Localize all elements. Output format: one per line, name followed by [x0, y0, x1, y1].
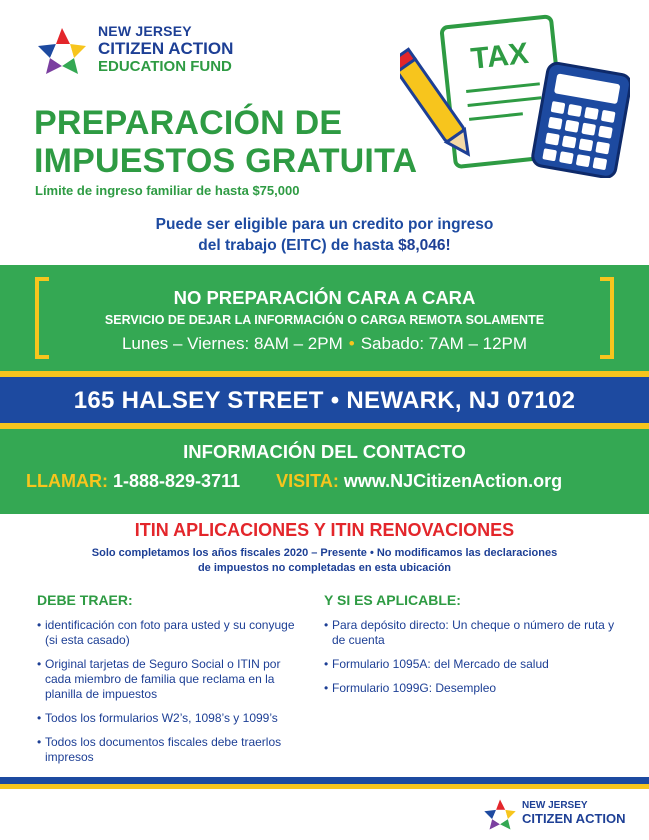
footer-yellow-stripe	[0, 784, 649, 789]
list-item: • Formulario 1099G: Desempleo	[324, 681, 624, 696]
service-hours	[0, 334, 649, 354]
income-label: Límite de ingreso familiar de hasta	[35, 183, 253, 198]
itin-note-line1: Solo completamos los años fiscales 2020 – Presente • No modificamos las declaraciones	[91, 547, 558, 559]
address-band	[0, 377, 649, 423]
service-subheading: SERVICIO DE DEJAR LA INFORMACIÓN O CARGA REMOTA SOLAMENTE	[104, 313, 545, 327]
footer-org-name	[522, 801, 626, 825]
contact-band	[0, 429, 649, 514]
weekday-hours: Lunes – Viernes: 8AM – 2PM	[121, 334, 343, 353]
service-band	[0, 265, 649, 371]
footer-line2: CITIZEN ACTION	[522, 811, 626, 826]
itin-note	[0, 546, 649, 576]
list-item: • Todos los documentos fiscales debe traerlos impresos	[37, 735, 307, 765]
service-heading: NO PREPARACIÓN CARA A CARA	[173, 287, 476, 308]
call-label: LLAMAR:	[26, 471, 108, 491]
title-line1: PREPARACIÓN DE	[34, 104, 343, 142]
website-link[interactable]: www.NJCitizenAction.org	[343, 471, 563, 491]
org-line1: NEW JERSEY	[98, 23, 192, 39]
org-line2: CITIZEN ACTION	[98, 39, 234, 58]
saturday-hours: Sabado: 7AM – 12PM	[360, 334, 528, 353]
applicable-heading: Y SI ES APLICABLE:	[324, 592, 461, 608]
bring-list	[37, 592, 307, 774]
header	[0, 0, 649, 265]
title-line2: IMPUESTOS GRATUITA	[34, 142, 418, 180]
org-name	[98, 24, 233, 74]
eitc-line2: del trabajo (EITC) de hasta	[198, 237, 399, 254]
visit-label: VISITA:	[276, 471, 339, 491]
list-item: • Todos los formularios W2’s, 1098’s y 1099’s	[37, 711, 307, 726]
eitc-line1: Puede ser eligible para un credito por ingreso	[155, 216, 494, 233]
tax-label: TAX	[469, 36, 531, 76]
itin-note-line2: de impuestos no completadas en esta ubicación	[197, 562, 452, 574]
list-item: • Formulario 1095A: del Mercado de salud	[324, 657, 624, 672]
footer-star-logo-icon	[483, 798, 517, 831]
itin-heading: ITIN APLICACIONES Y ITIN RENOVACIONES	[134, 520, 515, 540]
footer-line1: NEW JERSEY	[522, 800, 588, 811]
eitc-notice	[0, 214, 649, 256]
page-title	[34, 104, 417, 180]
phone-number[interactable]: 1-888-829-3711	[113, 471, 241, 491]
star-logo-icon	[36, 26, 88, 76]
hours-separator: •	[348, 334, 355, 353]
contact-heading: INFORMACIÓN DEL CONTACTO	[183, 441, 466, 462]
bring-heading: DEBE TRAER:	[37, 592, 133, 608]
list-item: • Para depósito directo: Un cheque o número de ruta y de cuenta	[324, 618, 624, 648]
org-line3: EDUCATION FUND	[98, 58, 232, 75]
contact-details	[26, 471, 562, 492]
list-item: • identificación con foto para usted y su conyuge (si esta casado)	[37, 618, 307, 648]
footer-blue-stripe	[0, 777, 649, 784]
applicable-list	[324, 592, 624, 705]
address: 165 HALSEY STREET • NEWARK, NJ 07102	[73, 387, 576, 414]
tax-calculator-illustration	[400, 8, 630, 178]
eitc-amount: $8,046!	[398, 237, 451, 254]
income-value: $75,000	[252, 183, 300, 198]
list-item: • Original tarjetas de Seguro Social o ITIN por cada miembro de familia que reclama en la planilla de impuestos	[37, 657, 307, 702]
income-limit	[35, 183, 299, 198]
